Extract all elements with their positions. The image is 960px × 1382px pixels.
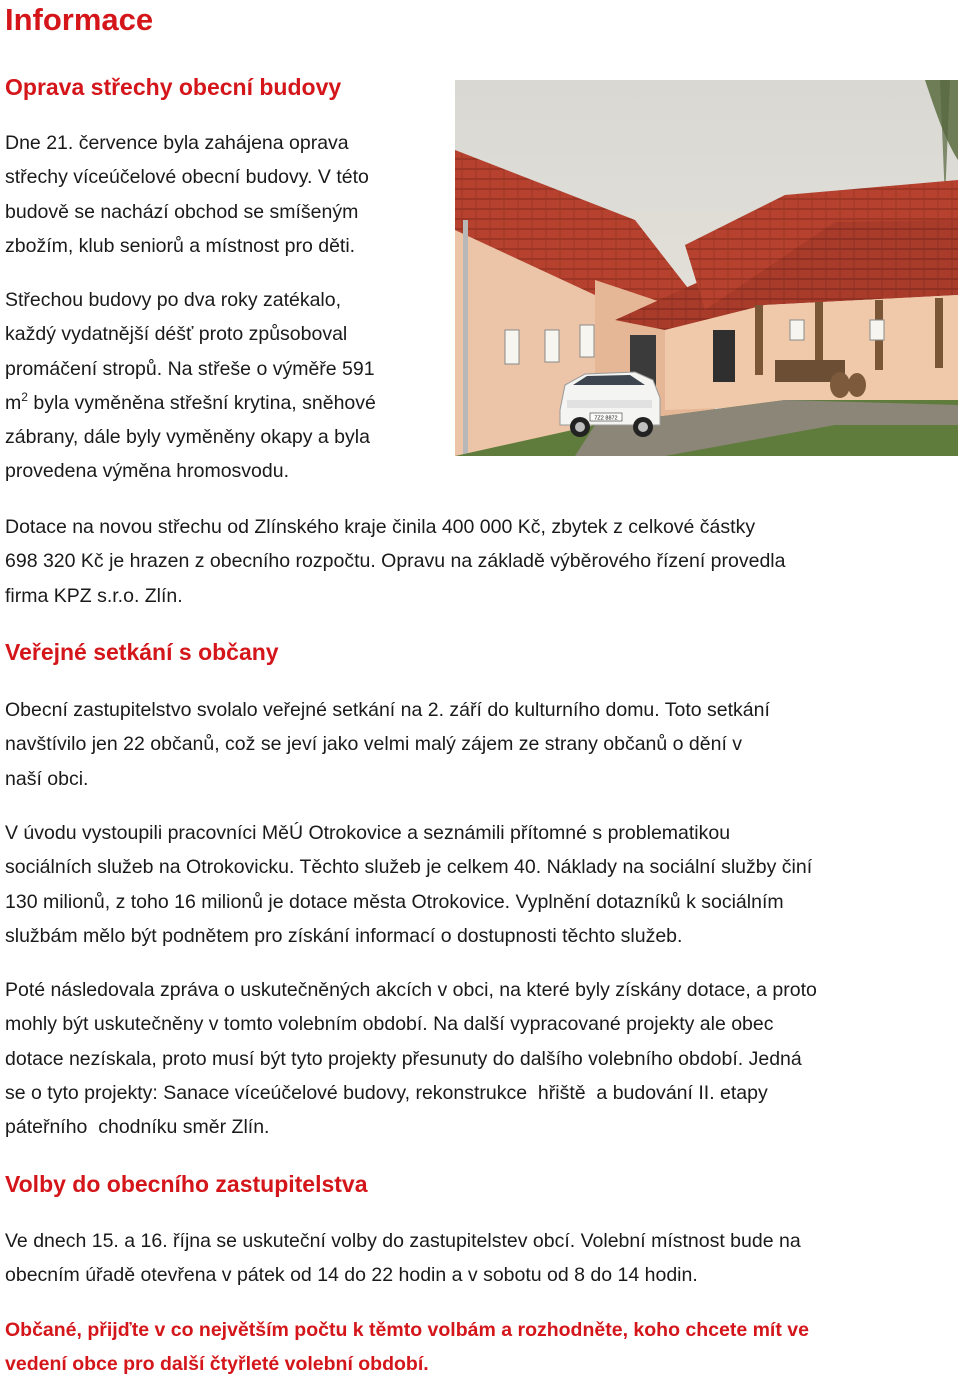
text-line: provedena výměna hromosvodu. (5, 460, 289, 483)
photo-window (870, 320, 884, 340)
photo-window (580, 325, 594, 357)
building-photo-illustration (455, 80, 958, 456)
page-title: Informace (5, 2, 154, 37)
text-line: vedení obce pro další čtyřleté volební období. (5, 1353, 429, 1376)
text-line: obecním úřadě otevřena v pátek od 14 do 22 hodin a v sobotu od 8 do 14 hodin. (5, 1264, 698, 1287)
building-photo (455, 80, 958, 456)
section-heading-elections: Volby do obecního zastupitelstva (5, 1171, 368, 1197)
text-line: páteřního chodníku směr Zlín. (5, 1116, 270, 1139)
text-line: Dne 21. července byla zahájena oprava (5, 132, 349, 154)
text-line: sociálních služeb na Otrokovicku. Těchto služeb je celkem 40. Náklady na sociální služby činí (5, 856, 813, 879)
photo-window (545, 330, 559, 362)
text-line: byla vyměněna střešní krytina, sněhové (27, 391, 376, 414)
license-plate-text: 7Z2 8872 (594, 415, 618, 422)
paragraph-meeting-intro (5, 693, 935, 796)
paragraph-roof-leak (5, 283, 445, 489)
text-line: každý vydatnější déšť proto způsoboval (5, 323, 348, 346)
paragraph-projects (5, 973, 935, 1144)
paragraph-election-appeal (5, 1313, 935, 1382)
text-line: se o tyto projekty: Sanace víceúčelové budovy, rekonstrukce hřiště a budování II. etapy (5, 1081, 768, 1104)
text-line: 130 milionů, z toho 16 milionů je dotace města Otrokovice. Vyplnění dotazníků k sociálním (5, 890, 784, 913)
photo-window (790, 320, 804, 340)
section-heading-public-meeting: Veřejné setkání s občany (5, 639, 279, 665)
text-line: budově se nachází obchod se smíšeným (5, 200, 359, 223)
section-heading-roof-repair: Oprava střechy obecní budovy (5, 74, 342, 100)
text-line: zbožím, klub seniorů a místnost pro děti. (5, 234, 356, 257)
text-line: Občané, přijďte v co největším počtu k těmto volbám a rozhodněte, koho chcete mít ve (5, 1319, 809, 1341)
paragraph-election-dates (5, 1224, 935, 1293)
paragraph-subsidy (5, 510, 935, 613)
text-line: Dotace na novou střechu od Zlínského kraje činila 400 000 Kč, zbytek z celkové částky (5, 516, 756, 538)
text-line: zábrany, dále byly vyměněny okapy a byla (5, 426, 370, 449)
superscript: 2 (21, 389, 28, 404)
text-line: navštívilo jen 22 občanů, což se jeví jako velmi malý zájem ze strany občanů o dění v (5, 733, 743, 756)
text-line: m (5, 391, 22, 414)
text-line: Střechou budovy po dva roky zatékalo, (5, 289, 342, 311)
text-line: službám mělo být podnětem pro získání informací o dostupnosti těchto služeb. (5, 924, 683, 947)
photo-door (713, 330, 735, 382)
text-line: střechy víceúčelové obecní budovy. V této (5, 166, 369, 189)
text-line: firma KPZ s.r.o. Zlín. (5, 584, 183, 607)
text-line: Obecní zastupitelstvo svolalo veřejné setkání na 2. září do kulturního domu. Toto setkání (5, 699, 770, 721)
text-line: Ve dnech 15. a 16. října se uskuteční volby do zastupitelstev obcí. Volební místnost bude na (5, 1230, 801, 1252)
paragraph-social-services (5, 816, 935, 953)
text-line: 698 320 Kč je hrazen z obecního rozpočtu. Opravu na základě výběrového řízení provedla (5, 550, 786, 573)
text-line: Poté následovala zpráva o uskutečněných akcích v obci, na které byly získány dotace, a proto (5, 979, 817, 1001)
photo-window (505, 330, 519, 364)
text-line: V úvodu vystoupili pracovníci MěÚ Otrokovice a seznámili přítomné s problematikou (5, 822, 731, 844)
text-line: dotace nezískala, proto musí být tyto projekty přesunuty do dalšího volebního období. Jedná (5, 1047, 802, 1070)
text-line: mohly být uskutečněny v tomto volebním období. Na další vypracované projekty ale obec (5, 1013, 774, 1036)
text-line: naší obci. (5, 767, 89, 790)
text-line: promáčení stropů. Na střeše o výměře 591 (5, 357, 375, 380)
paragraph-roof-intro (5, 126, 445, 263)
